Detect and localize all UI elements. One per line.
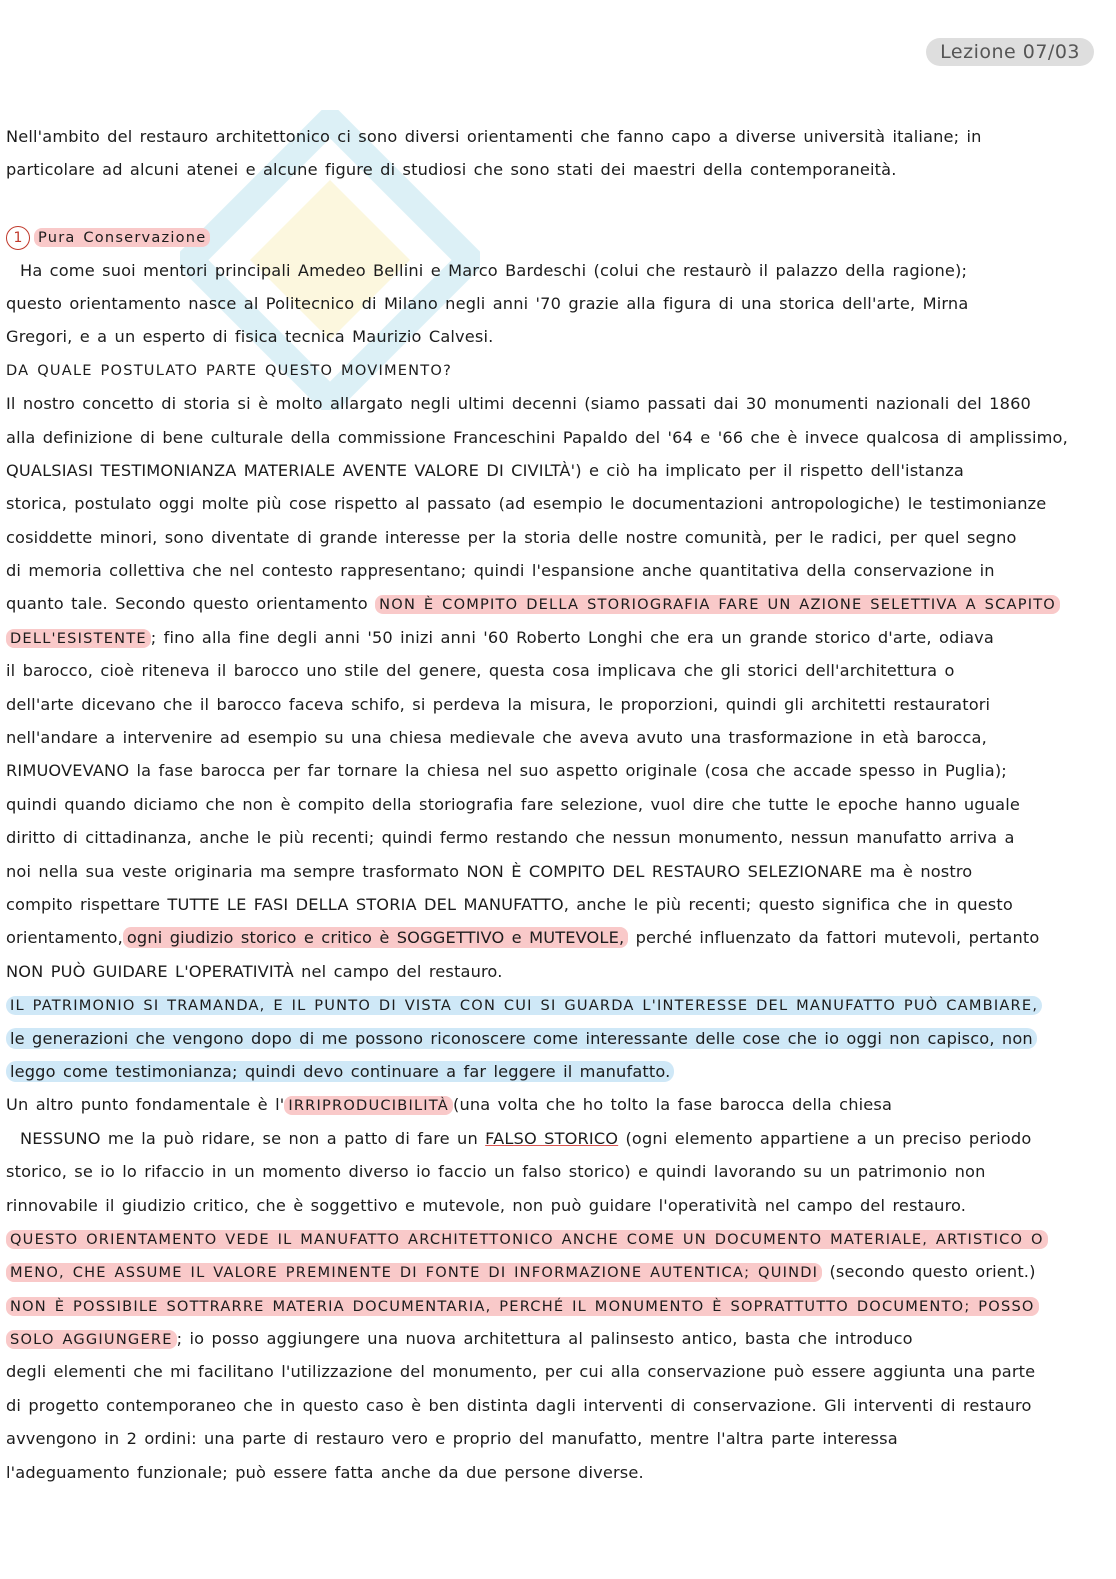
blue-highlight-line (6, 988, 1106, 1021)
paragraph-line: l'adeguamento funzionale; può essere fatta anche da due persone diverse. (6, 1462, 644, 1482)
red-highlight-line (6, 1289, 1106, 1322)
question-heading: DA QUALE POSTULATO PARTE QUESTO MOVIMENTO? (6, 361, 453, 379)
text-run: NESSUNO me la può ridare, se non a patto di fare un (20, 1128, 478, 1148)
red-highlight: QUESTO ORIENTAMENTO VEDE IL MANUFATTO ARCHITETTONICO ANCHE COME UN DOCUMENTO MATERIALE, ARTISTICO O (6, 1230, 1048, 1249)
blue-highlight: IL PATRIMONIO SI TRAMANDA, E IL PUNTO DI VISTA CON CUI SI GUARDA L'INTERESSE DEL MANUFATTO PUÒ CAMBIARE, (6, 996, 1042, 1015)
paragraph-line (6, 1122, 1106, 1155)
section-title: Pura Conservazione (34, 228, 210, 247)
paragraph-line: QUALSIASI TESTIMONIANZA MATERIALE AVENTE VALORE DI CIVILTÀ') e ciò ha implicato per il rispetto dell'istanza (6, 460, 964, 480)
text-run: perché influenzato da fattori mutevoli, pertanto (635, 928, 1040, 948)
red-highlight: IRRIPRODUCIBILITÀ (284, 1096, 453, 1115)
blue-highlight-line (6, 1022, 1106, 1055)
section-number: 1 (6, 226, 30, 250)
red-highlight: ogni giudizio storico e critico è SOGGETTIVO e MUTEVOLE, (123, 927, 628, 948)
paragraph-line: dell'arte dicevano che il barocco faceva schifo, si perdeva la misura, le proporzioni, quindi gli architetti restauratori (6, 694, 991, 714)
paragraph-line: rinnovabile il giudizio critico, che è soggettivo e mutevole, non può guidare l'operatività nel campo del restauro. (6, 1195, 967, 1215)
red-highlight-line (6, 1222, 1106, 1255)
text-run: ; io posso aggiungere una nuova architettura al palinsesto antico, basta che introduco (176, 1329, 913, 1349)
red-highlight: NON È POSSIBILE SOTTRARRE MATERIA DOCUMENTARIA, PERCHÉ IL MONUMENTO È SOPRATTUTTO DOCUMENTO; POSSO (6, 1297, 1039, 1316)
text-run: (secondo questo orient.) (829, 1262, 1036, 1282)
text-run: quanto tale. Secondo questo orientamento (6, 594, 368, 614)
text-run: Un altro punto fondamentale è l' (6, 1095, 285, 1115)
lesson-date-tag: Lezione 07/03 (926, 38, 1094, 66)
paragraph-line: nell'andare a intervenire ad esempio su una chiesa medievale che aveva avuto una trasformazione in età barocca, (6, 728, 987, 748)
paragraph-line: degli elementi che mi facilitano l'utilizzazione del monumento, per cui alla conservazione può essere aggiunta una parte (6, 1362, 1036, 1382)
blue-highlight-line (6, 1055, 1106, 1088)
paragraph-line: compito rispettare TUTTE LE FASI DELLA STORIA DEL MANUFATTO, anche le più recenti; questo significa che in questo (6, 894, 1013, 914)
paragraph-line: di memoria collettiva che nel contesto rappresentano; quindi l'espansione anche quantitativa della conservazione in (6, 561, 995, 581)
paragraph-line (6, 587, 1106, 620)
paragraph-line: Ha come suoi mentori principali Amedeo Bellini e Marco Bardeschi (colui che restaurò il palazzo della ragione); (20, 260, 968, 280)
paragraph-line (6, 921, 1106, 954)
notes-body (6, 120, 1106, 1489)
text-run: orientamento, (6, 928, 123, 948)
paragraph-line: RIMUOVEVANO la fase barocca per far tornare la chiesa nel suo aspetto originale (cosa che accade spesso in Puglia); (6, 761, 1007, 781)
section-heading (6, 220, 1106, 253)
red-highlight-line (6, 1322, 1106, 1355)
paragraph-line: storico, se io lo rifaccio in un momento diverso io faccio un falso storico) e quindi lavorando su un patrimonio non (6, 1162, 986, 1182)
blue-highlight: leggo come testimonianza; quindi devo continuare a far leggere il manufatto. (6, 1061, 674, 1082)
paragraph-line: diritto di cittadinanza, anche le più recenti; quindi fermo restando che nessun monumento, nessun manufatto arriva a (6, 828, 1015, 848)
text-run: ; fino alla fine degli anni '50 inizi anni '60 Roberto Longhi che era un grande storico d'arte, odiava (150, 627, 994, 647)
paragraph-line: alla definizione di bene culturale della commissione Franceschini Papaldo del '64 e '66 che è invece qualcosa di amplissimo, (6, 427, 1068, 447)
paragraph-line: storica, postulato oggi molte più cose rispetto al passato (ad esempio le documentazioni antropologiche) le testimonianze (6, 494, 1047, 514)
blue-highlight: le generazioni che vengono dopo di me possono riconoscere come interessante delle cose che io oggi non capisco, non (6, 1028, 1037, 1049)
red-highlight: DELL'ESISTENTE (6, 629, 151, 648)
red-highlight-line (6, 1255, 1106, 1288)
paragraph-line: di progetto contemporaneo che in questo caso è ben distinta dagli interventi di conservazione. Gli interventi di restauro (6, 1395, 1032, 1415)
paragraph-line: Gregori, e a un esperto di fisica tecnica Maurizio Calvesi. (6, 327, 494, 347)
paragraph-line: Il nostro concetto di storia si è molto allargato negli ultimi decenni (siamo passati dai 30 monumenti nazionali del 1860 (6, 394, 1031, 414)
paragraph-line: il barocco, cioè riteneva il barocco uno stile del genere, questa cosa implicava che gli storici dell'architettura o (6, 661, 955, 681)
paragraph-line: NON PUÒ GUIDARE L'OPERATIVITÀ nel campo del restauro. (6, 961, 503, 981)
paragraph-line: questo orientamento nasce al Politecnico di Milano negli anni '70 grazie alla figura di una storica dell'arte, Mirna (6, 293, 969, 313)
intro-line: particolare ad alcuni atenei e alcune figure di studiosi che sono stati dei maestri della contemporaneità. (6, 160, 897, 180)
paragraph-line: cosiddette minori, sono diventate di grande interesse per la storia delle nostre comunità, per le radici, per quel segno (6, 527, 1017, 547)
text-run: (una volta che ho tolto la fase barocca della chiesa (452, 1095, 893, 1115)
underlined-term: FALSO STORICO (485, 1128, 619, 1148)
paragraph-line: noi nella sua veste originaria ma sempre trasformato NON È COMPITO DEL RESTAURO SELEZIONARE ma è nostro (6, 861, 973, 881)
paragraph-line: avvengono in 2 ordini: una parte di restauro vero e proprio del manufatto, mentre l'altra parte interessa (6, 1429, 898, 1449)
paragraph-line (6, 621, 1106, 654)
red-highlight: SOLO AGGIUNGERE (6, 1330, 177, 1349)
intro-line: Nell'ambito del restauro architettonico ci sono diversi orientamenti che fanno capo a diverse università italiane; in (6, 127, 982, 146)
spacer (6, 187, 1106, 220)
paragraph-line: quindi quando diciamo che non è compito della storiografia fare selezione, vuol dire che tutte le epoche hanno uguale (6, 794, 1020, 814)
red-highlight: MENO, CHE ASSUME IL VALORE PREMINENTE DI FONTE DI INFORMAZIONE AUTENTICA; QUINDI (6, 1263, 822, 1282)
paragraph-line (6, 1088, 1106, 1121)
red-highlight: NON È COMPITO DELLA STORIOGRAFIA FARE UN AZIONE SELETTIVA A SCAPITO (375, 595, 1060, 614)
text-run: (ogni elemento appartiene a un preciso periodo (625, 1128, 1032, 1148)
